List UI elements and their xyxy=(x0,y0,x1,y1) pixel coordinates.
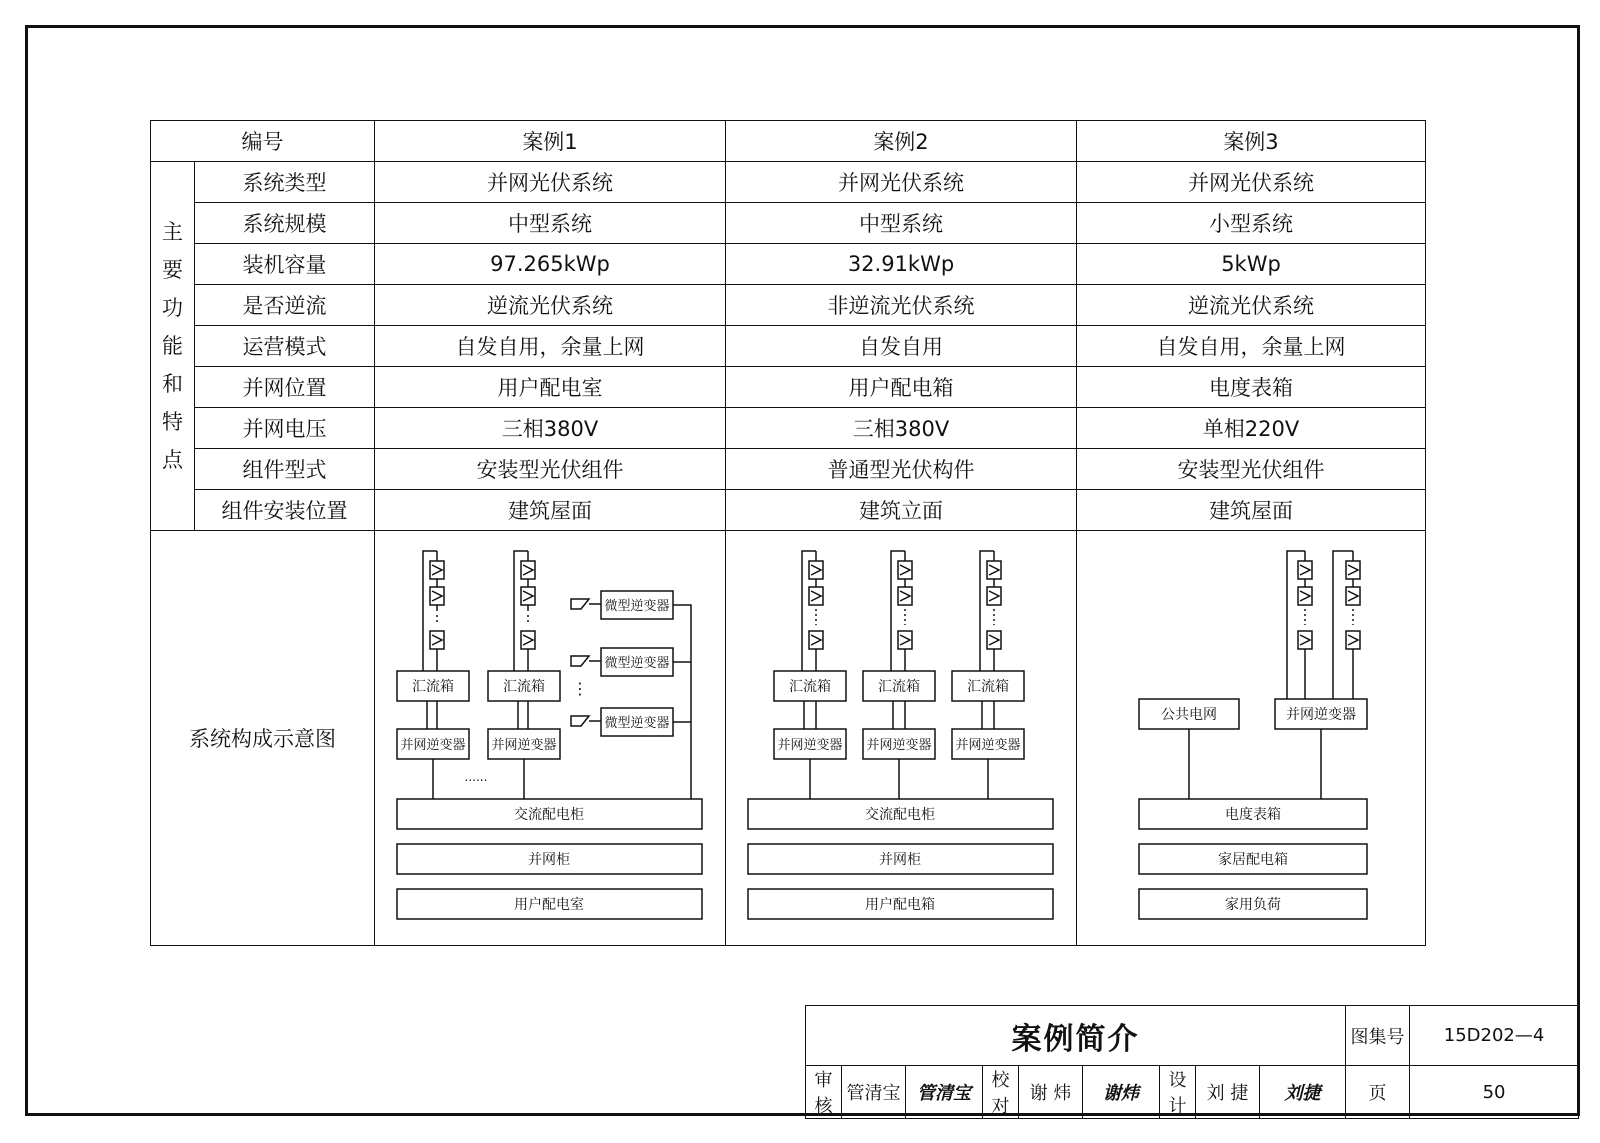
designer-name: 刘 捷 xyxy=(1196,1066,1260,1119)
pv-string xyxy=(514,551,535,671)
cell: 32.91kWp xyxy=(726,244,1077,285)
diagram-row xyxy=(151,531,1426,946)
header-case2: 案例2 xyxy=(726,121,1077,162)
public-grid-label: 公共电网 xyxy=(1161,707,1217,723)
cell: 建筑立面 xyxy=(726,490,1077,531)
case2-diagram-svg xyxy=(726,531,1077,945)
pv-string xyxy=(802,551,823,671)
title-block-sign-row xyxy=(806,1066,1579,1119)
micro-inverter-group xyxy=(571,591,691,799)
case1-diagram-svg xyxy=(375,531,726,945)
table-row xyxy=(151,203,1426,244)
inverter-label: 并网逆变器 xyxy=(1286,707,1356,723)
pv-string xyxy=(423,551,444,671)
row-label: 运营模式 xyxy=(195,326,375,367)
ellipsis: ...... xyxy=(464,770,488,784)
cell: 97.265kWp xyxy=(375,244,726,285)
row-label: 并网位置 xyxy=(195,367,375,408)
page-number: 50 xyxy=(1410,1066,1579,1119)
cell: 并网光伏系统 xyxy=(375,162,726,203)
designer-signature: 刘捷 xyxy=(1260,1066,1346,1119)
combiner-label: 汇流箱 xyxy=(967,679,1009,695)
group-label xyxy=(151,162,195,531)
header-case1: 案例1 xyxy=(375,121,726,162)
pv-string xyxy=(980,551,1001,671)
table-row xyxy=(151,449,1426,490)
cell: 自发自用 xyxy=(726,326,1077,367)
diagram-case3 xyxy=(1077,531,1426,946)
inverter-label: 并网逆变器 xyxy=(491,738,557,753)
group-char: 特 xyxy=(162,410,183,434)
row-label: 组件型式 xyxy=(195,449,375,490)
table-row xyxy=(151,367,1426,408)
cell: 中型系统 xyxy=(375,203,726,244)
cell: 用户配电室 xyxy=(375,367,726,408)
row-label: 组件安装位置 xyxy=(195,490,375,531)
pv-string xyxy=(891,551,912,671)
diagram-case2 xyxy=(726,531,1077,946)
row-label: 系统规模 xyxy=(195,203,375,244)
combiner-label: 汇流箱 xyxy=(878,679,920,695)
group-char: 能 xyxy=(162,334,183,358)
inverter-label: 并网逆变器 xyxy=(400,738,466,753)
table-row xyxy=(151,326,1426,367)
group-char: 功 xyxy=(162,296,183,320)
cell: 建筑屋面 xyxy=(375,490,726,531)
cell: 5kWp xyxy=(1077,244,1426,285)
table-row xyxy=(151,408,1426,449)
row-label: 装机容量 xyxy=(195,244,375,285)
atlas-number: 15D202—4 xyxy=(1410,1006,1579,1066)
cell: 并网光伏系统 xyxy=(726,162,1077,203)
design-label: 设计 xyxy=(1160,1066,1196,1119)
ac-cabinet-label: 交流配电柜 xyxy=(865,807,935,823)
table-row xyxy=(151,162,1426,203)
box-label: 用户配电箱 xyxy=(865,897,935,913)
diagram-label: 系统构成示意图 xyxy=(151,531,375,946)
cell: 逆流光伏系统 xyxy=(1077,285,1426,326)
inverter-label: 并网逆变器 xyxy=(866,738,932,753)
combiner-label: 汇流箱 xyxy=(412,679,454,695)
group-char: 主 xyxy=(162,220,183,244)
table-row xyxy=(151,285,1426,326)
group-char: 点 xyxy=(162,448,183,472)
cell: 建筑屋面 xyxy=(1077,490,1426,531)
cell: 单相220V xyxy=(1077,408,1426,449)
group-char: 要 xyxy=(162,258,183,282)
group-char: 和 xyxy=(162,372,183,396)
load-label: 家用负荷 xyxy=(1225,897,1281,913)
atlas-label: 图集号 xyxy=(1346,1006,1410,1066)
cell: 中型系统 xyxy=(726,203,1077,244)
inverter-label: 并网逆变器 xyxy=(777,738,843,753)
row-label: 并网电压 xyxy=(195,408,375,449)
cell: 逆流光伏系统 xyxy=(375,285,726,326)
cell: 普通型光伏构件 xyxy=(726,449,1077,490)
cell: 三相380V xyxy=(726,408,1077,449)
title-block-top-row xyxy=(806,1006,1579,1066)
micro-inverter-label: 微型逆变器 xyxy=(604,656,670,671)
cell: 并网光伏系统 xyxy=(1077,162,1426,203)
row-label: 是否逆流 xyxy=(195,285,375,326)
cell: 自发自用，余量上网 xyxy=(375,326,726,367)
table-row xyxy=(151,244,1426,285)
sheet-title: 案例简介 xyxy=(806,1006,1346,1066)
micro-inverter-label: 微型逆变器 xyxy=(604,716,670,731)
cell: 电度表箱 xyxy=(1077,367,1426,408)
cell: 安装型光伏组件 xyxy=(1077,449,1426,490)
review-label: 审核 xyxy=(806,1066,842,1119)
meter-box-label: 电度表箱 xyxy=(1225,807,1281,823)
combiner-label: 汇流箱 xyxy=(503,679,545,695)
checker-signature: 谢炜 xyxy=(1083,1066,1160,1119)
pv-string xyxy=(1287,551,1312,699)
vertical-ellipsis: ⋮ xyxy=(572,679,588,698)
cell: 小型系统 xyxy=(1077,203,1426,244)
ac-cabinet-label: 交流配电柜 xyxy=(514,807,584,823)
cell: 安装型光伏组件 xyxy=(375,449,726,490)
case-comparison-table xyxy=(150,120,1426,946)
cell: 非逆流光伏系统 xyxy=(726,285,1077,326)
reviewer-name: 管清宝 xyxy=(842,1066,906,1119)
pv-string xyxy=(1333,551,1360,699)
micro-inverter-label: 微型逆变器 xyxy=(604,599,670,614)
table-header-row xyxy=(151,121,1426,162)
reviewer-signature: 管清宝 xyxy=(906,1066,983,1119)
grid-cabinet-label: 并网柜 xyxy=(879,852,921,868)
cell: 用户配电箱 xyxy=(726,367,1077,408)
cell: 自发自用，余量上网 xyxy=(1077,326,1426,367)
header-case3: 案例3 xyxy=(1077,121,1426,162)
cell: 三相380V xyxy=(375,408,726,449)
home-box-label: 家居配电箱 xyxy=(1218,852,1288,868)
page-label: 页 xyxy=(1346,1066,1410,1119)
check-label: 校对 xyxy=(983,1066,1019,1119)
grid-cabinet-label: 并网柜 xyxy=(528,852,570,868)
diagram-case1 xyxy=(375,531,726,946)
header-number: 编号 xyxy=(151,121,375,162)
title-block xyxy=(805,1005,1579,1119)
table-row xyxy=(151,490,1426,531)
combiner-label: 汇流箱 xyxy=(789,679,831,695)
inverter-label: 并网逆变器 xyxy=(955,738,1021,753)
row-label: 系统类型 xyxy=(195,162,375,203)
room-label: 用户配电室 xyxy=(514,897,584,913)
checker-name: 谢 炜 xyxy=(1019,1066,1083,1119)
case3-diagram-svg xyxy=(1077,531,1426,945)
